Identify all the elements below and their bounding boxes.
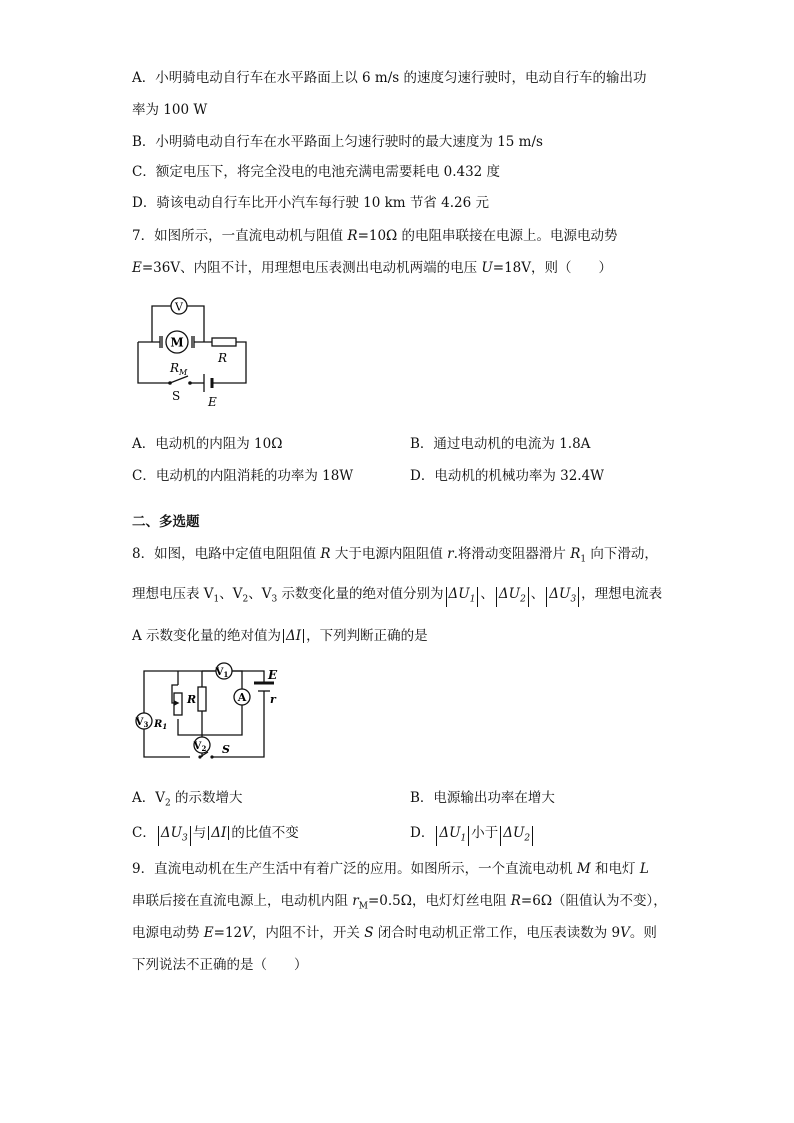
q9-text: 串联后接在直流电源上，电动机内阻 [132, 893, 353, 909]
q6-option-a-line2: 率为 100 W [132, 102, 208, 118]
q9-var-l: L [639, 861, 649, 877]
q7-option-c: C．电动机的内阻消耗的功率为 18W [132, 468, 354, 484]
q6-option-c: C．额定电压下，将完全没电的电池充满电需要耗电 0.432 度 [132, 164, 501, 180]
q7-motor-label: M [170, 335, 184, 350]
q7-text: =18V，则（ ） [492, 260, 613, 276]
q8-r-small-label: r [270, 693, 276, 706]
q8-r-label: R [187, 693, 197, 706]
q9-var-e: E [203, 925, 214, 941]
q8-text: 示数变化量的绝对值分别为 [277, 586, 444, 602]
q8-switch-label: S [222, 743, 230, 756]
q7-switch-label: S [172, 389, 181, 403]
q6-option-a-line1: A．小明骑电动自行车在水平路面上以 6 m/s 的速度匀速行驶时，电动自行车的输出功 [132, 70, 647, 86]
q8-text: A 示数变化量的绝对值为 [132, 628, 282, 644]
q8-text: ，下列判断正确的是 [306, 628, 428, 644]
q9-var-v: V [620, 925, 630, 941]
q8-text: .将滑动变阻器滑片 [453, 546, 571, 562]
abs-delta-u3: $\Delta U_3$ [546, 587, 579, 607]
q9-var-big-r: R [510, 893, 521, 909]
q7-text: 7．如图所示，一直流电动机与阻值 [132, 228, 348, 244]
q8-v2-label: $V_2$ [193, 741, 207, 753]
q7-stem-line1 [132, 224, 618, 244]
q8-stem-line2 [132, 582, 662, 607]
abs-delta-u2: $\Delta U_2$ [496, 587, 529, 607]
q8-sub: 1 [213, 594, 220, 605]
q8-text: 8．如图，电路中定值电阻阻值 [132, 546, 321, 562]
q7-option-b: B．通过电动机的电流为 1.8A [410, 436, 591, 452]
abs-delta-u1: $\Delta U_1$ [446, 587, 479, 607]
q8-sep: 、 [480, 586, 494, 602]
q8-option-c: C． $\Delta U_3$ 与 ΔI 的比值不变 [132, 825, 299, 844]
q8-v3-label: $V_3$ [135, 717, 149, 729]
q9-stem-line1 [132, 857, 649, 877]
q8-var-r-small: r [447, 546, 454, 562]
q9-text: 9．直流电动机在生产生活中有着广泛的应用。如图所示，一个直流电动机 [132, 861, 577, 877]
q8-var-r1-sub: 1 [580, 554, 587, 565]
q8-option-a: A．$V_2$ 的示数增大 [132, 790, 243, 809]
q8-var-r: R [320, 546, 331, 562]
q8-r1-label: $R_1$ [154, 719, 168, 731]
q7-var-e: E [132, 260, 142, 276]
q9-text: =12 [213, 925, 243, 941]
q8-circuit-diagram [130, 655, 290, 765]
q7-resistor-label: R [218, 351, 228, 365]
q9-var-m: M [576, 861, 591, 877]
q7-rm-label: $R_M$ [170, 361, 188, 377]
q7-var-u: U [481, 260, 493, 276]
q9-stem-line4: 下列说法不正确的是（ ） [132, 957, 308, 973]
q8-stem-line3 [132, 624, 428, 644]
q8-text: 大于电源内阻阻值 [330, 546, 448, 562]
q9-stem-line2 [132, 889, 667, 912]
q9-text: =0.5Ω，电灯灯丝电阻 [367, 893, 511, 909]
q7-text: =36V、内阻不计，用理想电压表测出电动机两端的电压 [141, 260, 482, 276]
q9-var-v: V [242, 925, 252, 941]
q9-var-s: S [364, 925, 374, 941]
q8-text: 、V [219, 586, 243, 602]
q8-text: 向下滑动， [586, 546, 658, 562]
q9-text: =6Ω（阻值认为不变）， [520, 893, 667, 909]
q9-text: 电源电动势 [132, 925, 204, 941]
q9-text: 闭合时电动机正常工作，电压表读数为 9 [373, 925, 621, 941]
q7-option-a: A．电动机的内阻为 10Ω [132, 436, 283, 452]
q8-sub: 3 [271, 594, 278, 605]
q7-voltmeter-label: V [175, 300, 183, 314]
q8-text: 、V [248, 586, 272, 602]
q8-v1-label: $V_1$ [215, 667, 229, 679]
q7-source-label: E [208, 395, 217, 409]
q9-text: 。则 [629, 925, 657, 941]
q8-var-r1: R [570, 546, 581, 562]
q7-circuit-diagram [128, 290, 258, 410]
q6-option-d: D．骑该电动自行车比开小汽车每行驶 10 km 节省 4.26 元 [132, 195, 489, 211]
q8-option-d: D． $\Delta U_1$ 小于 $\Delta U_2$ [410, 821, 535, 846]
q6-option-b: B．小明骑电动自行车在水平路面上匀速行驶时的最大速度为 15 m/s [132, 134, 543, 150]
q8-stem-line1 [132, 542, 658, 565]
q8-text: ，理想电流表 [581, 586, 663, 602]
q8-e-label: E [268, 668, 278, 682]
q7-text: =10Ω 的电阻串联接在电源上。电源电动势 [357, 228, 618, 244]
q7-var-r: R [347, 228, 358, 244]
q9-var-r: r [352, 893, 359, 909]
abs-delta-i: ΔI [283, 629, 304, 643]
q8-sub: 2 [242, 594, 249, 605]
q7-stem-line2 [132, 256, 612, 276]
q8-option-b: B．电源输出功率在增大 [410, 790, 555, 806]
q9-stem-line3 [132, 921, 657, 941]
q8-text: 理想电压表 V [132, 586, 214, 602]
q9-text: 和电灯 [590, 861, 640, 877]
q9-text: ，内阻不计，开关 [251, 925, 365, 941]
section-title: 二、多选题 [132, 514, 200, 530]
q8-sep: 、 [530, 586, 545, 602]
q8-ammeter-label: A [237, 691, 247, 704]
q7-option-d: D．电动机的机械功率为 32.4W [410, 468, 605, 484]
q9-sub: M [358, 901, 368, 912]
